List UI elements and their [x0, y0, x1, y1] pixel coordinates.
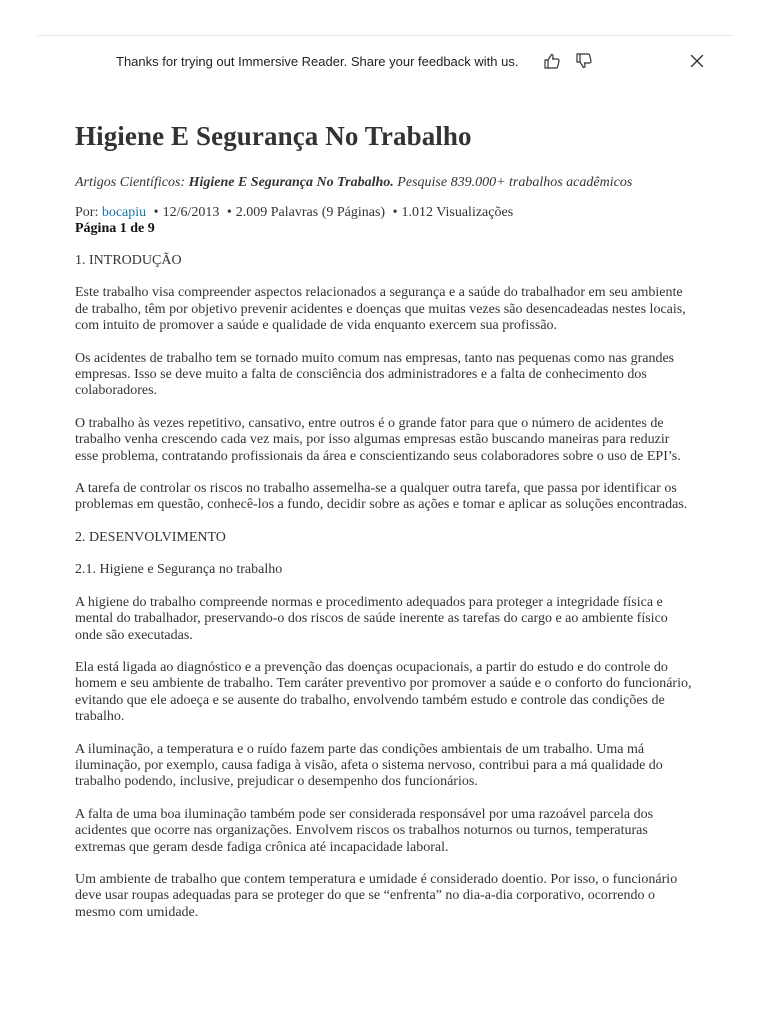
- paragraph: A tarefa de controlar os riscos no trabalho assemelha-se a qualquer outra tarefa, que passa por identificar os problemas em questão, conhecê-los a fundo, decidir sobre as ações e tomar e aplicar as soluções encontradas.: [75, 481, 688, 513]
- paragraph: Os acidentes de trabalho tem se tornado muito comum nas empresas, tanto nas pequenas como nas grandes empresas. Isso se deve muito a falta de consciência dos administradores e a falta de conhecimento dos colaboradores.: [75, 350, 675, 399]
- article-content: [75, 118, 695, 937]
- paragraph: A falta de uma boa iluminação também pode ser considerada responsável por uma razoável parcela dos acidentes que ocorre nas organizações. Envolvem riscos os trabalhos noturnos ou turnos, temperaturas extremas que geram desde fadiga crônica até incapacidade laboral.: [75, 806, 654, 855]
- subtitle-title: Higiene E Segurança No Trabalho.: [188, 175, 394, 190]
- page-indicator: Página 1 de 9: [75, 221, 155, 236]
- meta-separator: •: [226, 205, 232, 220]
- subtitle-suffix: Pesquise 839.000+ trabalhos acadêmicos: [397, 175, 633, 190]
- meta-separator: •: [392, 205, 398, 220]
- paragraph: Este trabalho visa compreender aspectos relacionados a segurança e a saúde do trabalhador em seu ambiente de trabalho, têm por objetivo prevenir acidentes e doenças que muitas vezes são desencadeadas nestes locais, com intuito de promover a saúde e qualidade de vida enquanto exercem sua profissão.: [75, 285, 686, 334]
- thumbs-up-icon[interactable]: [543, 52, 561, 70]
- paragraph: Um ambiente de trabalho que contem temperatura e umidade é considerado doentio. Por isso, o funcionário deve usar roupas adequadas para se proteger do que se “enfrenta” no dia-a-dia corporativo, ocorrendo o mesmo com umidade.: [75, 871, 678, 920]
- immersive-reader-feedback-bar: [0, 44, 768, 80]
- paragraph: O trabalho às vezes repetitivo, cansativo, entre outros é o grande fator para que o número de acidentes de trabalho venha crescendo cada vez mais, por isso algumas empresas estão buscando maneiras para reduzir esse problema, contratando profissionais da área e conscientizando seus colaboradores sobre o uso de EPI’s.: [75, 415, 681, 464]
- section-heading: 1. INTRODUÇÃO: [75, 253, 182, 268]
- section-heading: 2. DESENVOLVIMENTO: [75, 529, 226, 545]
- feedback-message: Thanks for trying out Immersive Reader. Share your feedback with us.: [116, 54, 519, 69]
- close-icon[interactable]: [688, 52, 706, 70]
- view-count: 1.012 Visualizações: [401, 205, 514, 220]
- thumbs-down-icon[interactable]: [575, 52, 593, 70]
- by-label: Por:: [75, 205, 99, 220]
- top-divider: [37, 35, 732, 36]
- article-title: Higiene E Segurança No Trabalho: [75, 121, 472, 151]
- paragraph: A iluminação, a temperatura e o ruído fazem parte das condições ambientais de um trabalho. Uma má iluminação, por exemplo, causa fadiga à visão, afeta o sistema nervoso, contribui para a má qualidade do trabalho podendo, inclusive, prejudicar o desempenho dos funcionários.: [75, 741, 663, 790]
- paragraph: Ela está ligada ao diagnóstico e a prevenção das doenças ocupacionais, a partir do estudo e do controle do homem e seu ambiente de trabalho. Tem caráter preventivo por promover a saúde e o conforto do funcionário, evitando que ele adoeça e se ausente do trabalho, envolvendo também estudo e controle das condições de trabalho.: [75, 659, 692, 725]
- author-link[interactable]: bocapiu: [101, 205, 147, 220]
- subtitle-prefix: Artigos Científicos:: [75, 175, 186, 190]
- article-body: [75, 253, 695, 921]
- meta-separator: •: [153, 205, 159, 220]
- publish-date: 12/6/2013: [162, 205, 220, 220]
- article-subtitle: [75, 174, 695, 192]
- subsection-heading: 2.1. Higiene e Segurança no trabalho: [75, 562, 283, 578]
- article-meta: [75, 205, 695, 221]
- paragraph: A higiene do trabalho compreende normas e procedimento adequados para proteger a integridade física e mental do trabalhador, preservando-o dos riscos de saúde inerente as tarefas do cargo e ao ambiente físico onde são executadas.: [75, 594, 668, 643]
- word-count: 2.009 Palavras (9 Páginas): [235, 205, 386, 220]
